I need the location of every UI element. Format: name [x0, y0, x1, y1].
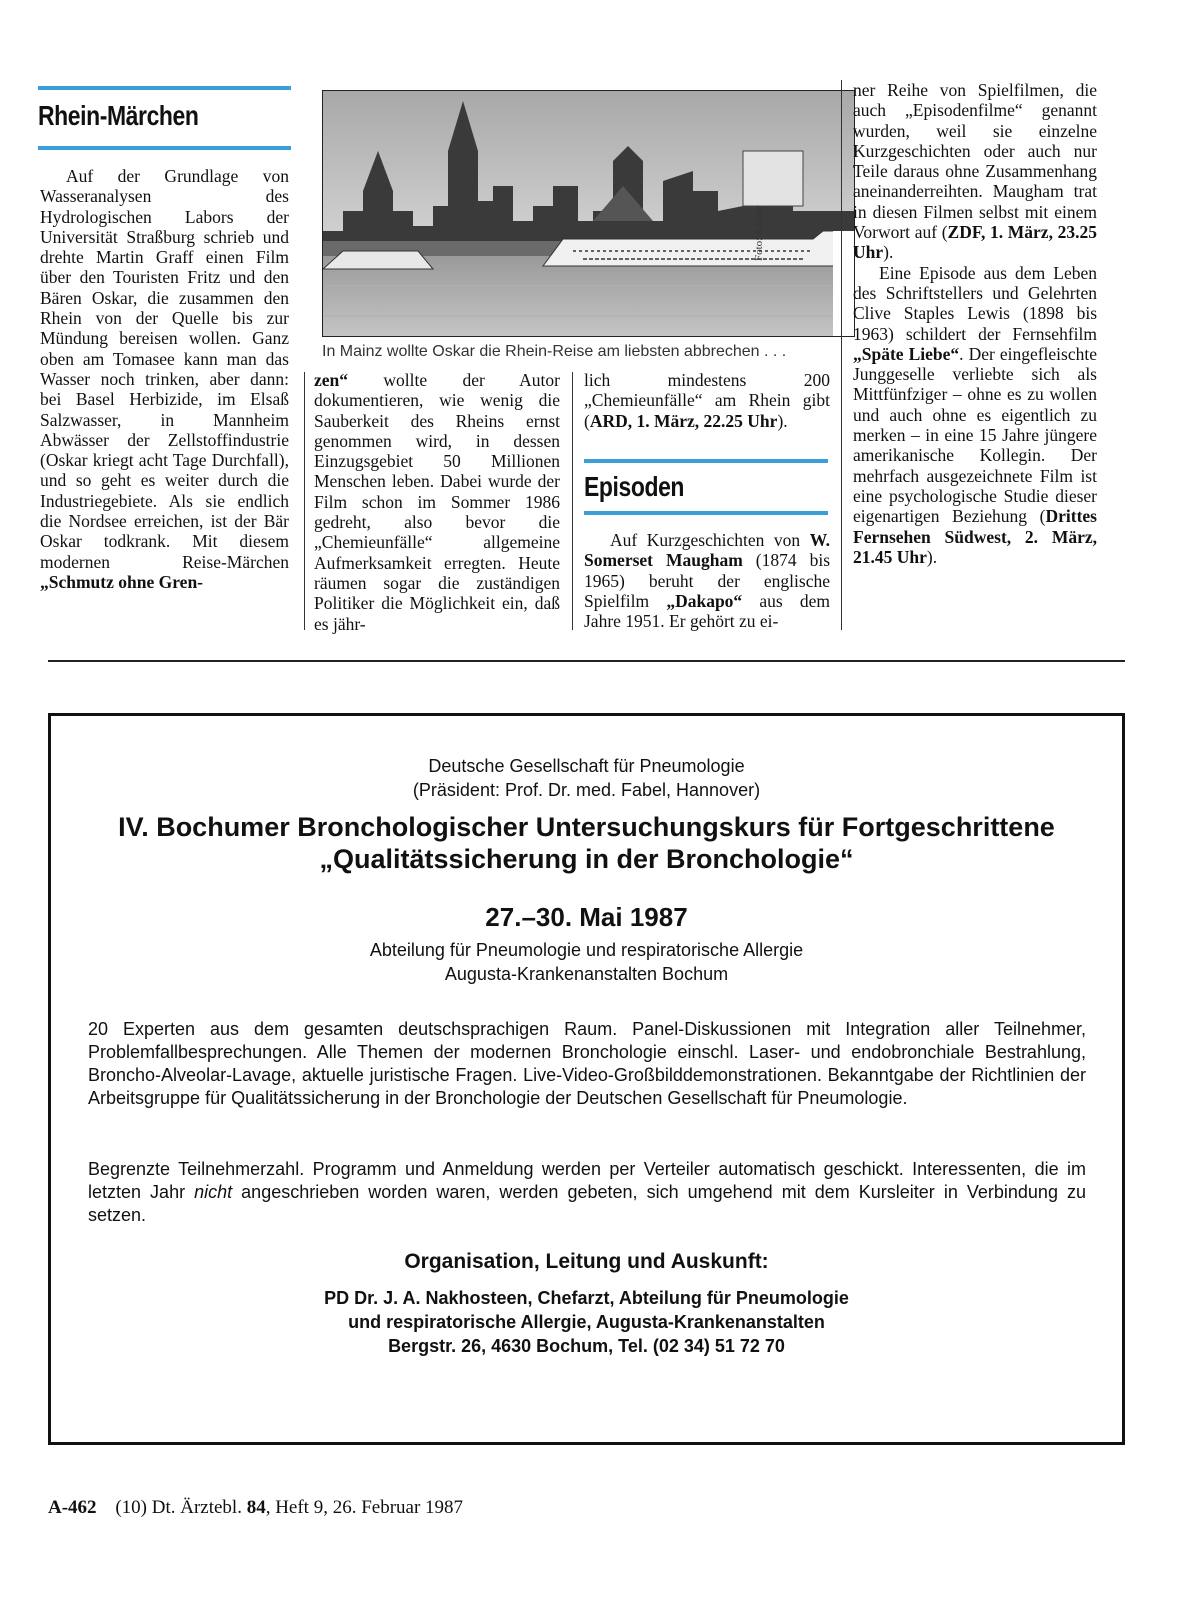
body-text: Eine Episode aus dem Leben des Schriftstellers und Gelehrten Clive Staples Lewis (1898 bis 1963) schildert der Fernsehfilm [853, 262, 1097, 344]
broadcast-info: ZDF, 1. März, 23.25 Uhr [853, 222, 1097, 263]
film-title: „Späte Liebe“ [853, 343, 960, 364]
body-text: (1874 bis 1965) beruht der englische Spielfilm [584, 550, 831, 611]
body-text: ). [883, 242, 894, 263]
body-text: aus dem Jahre 1951. Er gehört zu ei- [584, 590, 830, 632]
ad-subtitle: „Qualitätssicherung in der Bronchologie“ [319, 844, 854, 874]
ad-contact-heading: Organisation, Leitung und Auskunft: [404, 1250, 769, 1273]
article-column-1 [40, 166, 289, 592]
heading-rule-top [584, 459, 828, 463]
article-column-4 [853, 80, 1097, 567]
broadcast-info: ARD, 1. März, 22.25 Uhr [589, 410, 778, 431]
ad-department: Abteilung für Pneumologie und respiratorische Allergie [369, 940, 804, 960]
article-title-rhein-maerchen: Rhein-Märchen [38, 100, 199, 131]
ad-text: angeschrieben worden waren, werden gebeten, sich umgehend mit dem Kursleiter in Verbindung zu setzen. [88, 1182, 1086, 1225]
ad-date: 27.–30. Mai 1987 [485, 902, 688, 932]
course-advertisement [48, 713, 1125, 1445]
ad-contact-line-2: und respiratorische Allergie, Augusta-Krankenanstalten [348, 1312, 825, 1332]
ad-title: IV. Bochumer Bronchologischer Untersuchungskurs für Fortgeschrittene [118, 812, 1055, 842]
heading-rule-top [38, 86, 291, 90]
article-column-2 [314, 370, 560, 634]
body-text: ). [926, 546, 938, 567]
ad-contact-line-3: Bergstr. 26, 4630 Bochum, Tel. (02 34) 51 72 70 [388, 1336, 785, 1356]
body-text: Auf der Grundlage von Wasseranalysen des Hydrologischen Labors der Universität Straßburg schrieb und drehte Martin Graff einen Film über den Touristen Fritz und den Bären Oskar, die zusammen den Rhein von der Quelle bis zur Mündung bereisen wollen. Ganz oben am Tomasee kann man das Wasser noch trinken, aber dann: bei Basel Herbizide, im Elsaß Salzwasser, in Mannheim Abwässer der Zellstoffindustrie (Oskar kriegt acht Tage Durchfall), und so geht es weiter durch die Industriegebiete. Als sie endlich die Nordsee erreichen, ist der Bär Oskar todkrank. Mit diesem modernen Reise-Märchen [40, 166, 289, 572]
ad-description: 20 Experten aus dem gesamten deutschsprachigen Raum. Panel-Diskussionen mit Integration aller Teilnehmer, Problemfallbesprechungen. Alle Themen der modernen Bronchologie einschl. Laser- und endobronchiale Bestrahlung, Broncho-Alveolar-Lavage, aktuelle juristische Fragen. Live-Video-Großbilddemonstrationen. Bekanntgabe der Richtlinien der Arbeitsgruppe für Qualitätssicherung in der Bronchologie der Deutschen Gesellschaft für Pneumologie. [88, 1019, 1086, 1108]
broadcast-info: Drittes Fernsehen Südwest, 2. März, 21.45 Uhr [853, 506, 1097, 567]
ad-org-name: Deutsche Gesellschaft für Pneumologie [428, 756, 745, 776]
article-title-episoden: Episoden [584, 471, 685, 502]
mainz-cityscape-image [323, 91, 854, 336]
article-column-3 [584, 370, 830, 431]
column-divider [841, 80, 842, 630]
heading-rule-bottom [584, 511, 828, 515]
citation-rest: , Heft 9, 26. Februar 1987 [265, 1497, 464, 1518]
body-text: . Der eingefleischte Junggeselle verliebte sich als Mittfünfziger – ohne es zu wollen und auch ohne es eigentlich zu merken – in eine 15 Jahre jüngere amerikanische Kollegin. Der mehrfach ausgezeichnete Film ist eine psychologische Studie dieser eigenartigen Beziehung ( [853, 343, 1097, 527]
body-text: wollte der Autor dokumentieren, wie wenig die Sauberkeit des Rheins ernst genommen wird, in dessen Einzugsgebiet 50 Millionen Menschen leben. Dabei wurde der Film schon im Sommer 1986 gedreht, also bevor die „Chemieunfälle“ allgemeine Aufmerksamkeit erregten. Heute räumen sogar die zuständigen Politiker die Möglichkeit ein, daß es jähr- [314, 370, 560, 634]
column-divider [304, 372, 305, 630]
film-title: „Schmutz ohne Gren- [40, 571, 204, 592]
heading-rule-bottom [38, 146, 291, 150]
ad-contact-line-1: PD Dr. J. A. Nakhosteen, Chefarzt, Abteilung für Pneumologie [324, 1288, 849, 1308]
film-title: „Dakapo“ [666, 590, 743, 611]
photo-credit: Foto: Archiv [753, 205, 765, 261]
citation: (10) Dt. Ärztebl. [115, 1497, 247, 1518]
ad-org-president: (Präsident: Prof. Dr. med. Fabel, Hannover) [412, 780, 761, 800]
body-text: Auf Kurzgeschichten von [610, 530, 810, 550]
page-number: A-462 [48, 1497, 97, 1518]
page-footer [48, 1497, 463, 1519]
film-title-end: zen“ [314, 370, 349, 390]
author-name: W. Somerset Maugham [584, 530, 830, 571]
section-separator [48, 660, 1125, 662]
photo-caption: In Mainz wollte Oskar die Rhein-Reise am liebsten abbrechen . . . [322, 343, 787, 360]
volume-number: 84 [246, 1497, 266, 1518]
column-divider [572, 372, 573, 630]
ad-registration-info [88, 1158, 1086, 1227]
mainz-photo [322, 90, 855, 337]
body-text: lich mindestens 200 „Chemieunfälle“ am Rhein gibt ( [584, 370, 830, 431]
ad-emphasis: nicht [194, 1182, 233, 1202]
body-text: ner Reihe von Spielfilmen, die auch „Episodenfilme“ genannt wurden, weil sie einzelne Kurzgeschichten oder auch nur Teile daraus ohne Zusammenhang aneinanderreihten. Maugham trat in diesen Filmen selbst mit einem Vorwort auf ( [853, 80, 1097, 243]
article-column-3b [584, 530, 830, 631]
body-text: ). [777, 410, 788, 431]
ad-text: Begrenzte Teilnehmerzahl. Programm und Anmeldung werden per Verteiler automatisch geschickt. Interessenten, die im letzten Jahr [88, 1159, 1086, 1202]
ad-hospital: Augusta-Krankenanstalten Bochum [444, 964, 729, 984]
